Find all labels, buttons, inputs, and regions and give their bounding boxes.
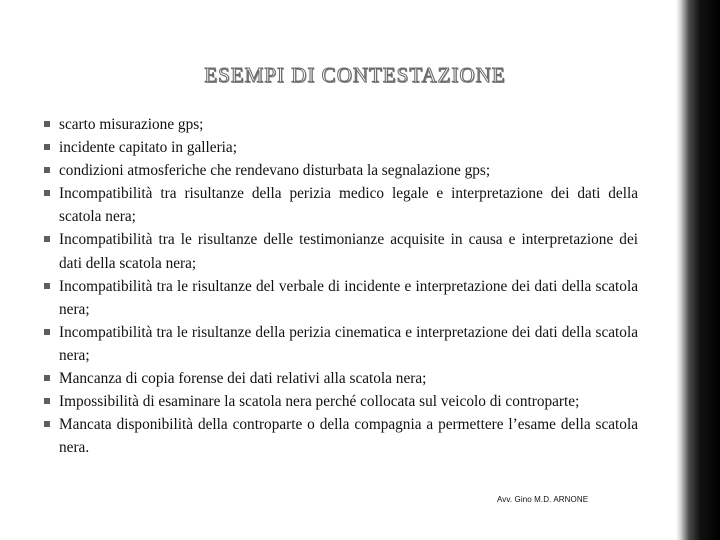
author-signature: Avv. Gino M.D. ARNONE xyxy=(497,495,589,504)
list-item-text: Mancanza di copia forense dei dati relativi alla scatola nera; xyxy=(59,370,427,388)
list-item xyxy=(42,413,638,459)
list-item xyxy=(42,182,638,228)
square-bullet-icon xyxy=(44,121,50,127)
list-item-text: Mancata disponibilità della controparte o della compagnia a permettere l’esame della scatola nera. xyxy=(59,416,638,457)
contestation-list xyxy=(42,113,638,459)
square-bullet-icon xyxy=(44,144,50,150)
list-item xyxy=(42,136,638,159)
square-bullet-icon xyxy=(44,398,50,404)
list-item xyxy=(42,228,638,274)
list-item-text: Incompatibilità tra le risultanze della perizia cinematica e interpretazione dei dati della scatola nera; xyxy=(59,323,638,364)
list-item-text: Impossibilità di esaminare la scatola nera perché collocata sul veicolo di controparte; xyxy=(59,393,580,411)
list-item xyxy=(42,367,638,390)
list-item-text: scarto misurazione gps; xyxy=(59,116,204,133)
list-item xyxy=(42,159,638,182)
list-item xyxy=(42,321,638,367)
slide-title: ESEMPI DI CONTESTAZIONE xyxy=(204,63,506,87)
square-bullet-icon xyxy=(44,375,50,381)
list-item-text: Incompatibilità tra le risultanze delle testimonianze acquisite in causa e interpretazione dei dati della scatola nera; xyxy=(59,231,638,272)
list-item xyxy=(42,275,638,321)
list-item-text: Incompatibilità tra le risultanze del verbale di incidente e interpretazione dei dati della scatola nera; xyxy=(59,277,638,318)
list-item xyxy=(42,390,638,413)
list-item-text: incidente capitato in galleria; xyxy=(59,139,237,157)
square-bullet-icon xyxy=(44,421,50,427)
list-item-text: condizioni atmosferiche che rendevano disturbata la segnalazione gps; xyxy=(59,162,491,180)
square-bullet-icon xyxy=(44,167,50,173)
list-item-text: Incompatibilità tra risultanze della perizia medico legale e interpretazione dei dati della scatola nera; xyxy=(59,185,638,226)
square-bullet-icon xyxy=(44,329,50,335)
square-bullet-icon xyxy=(44,190,50,196)
square-bullet-icon xyxy=(44,283,50,289)
list-item xyxy=(42,113,638,136)
square-bullet-icon xyxy=(44,236,50,242)
